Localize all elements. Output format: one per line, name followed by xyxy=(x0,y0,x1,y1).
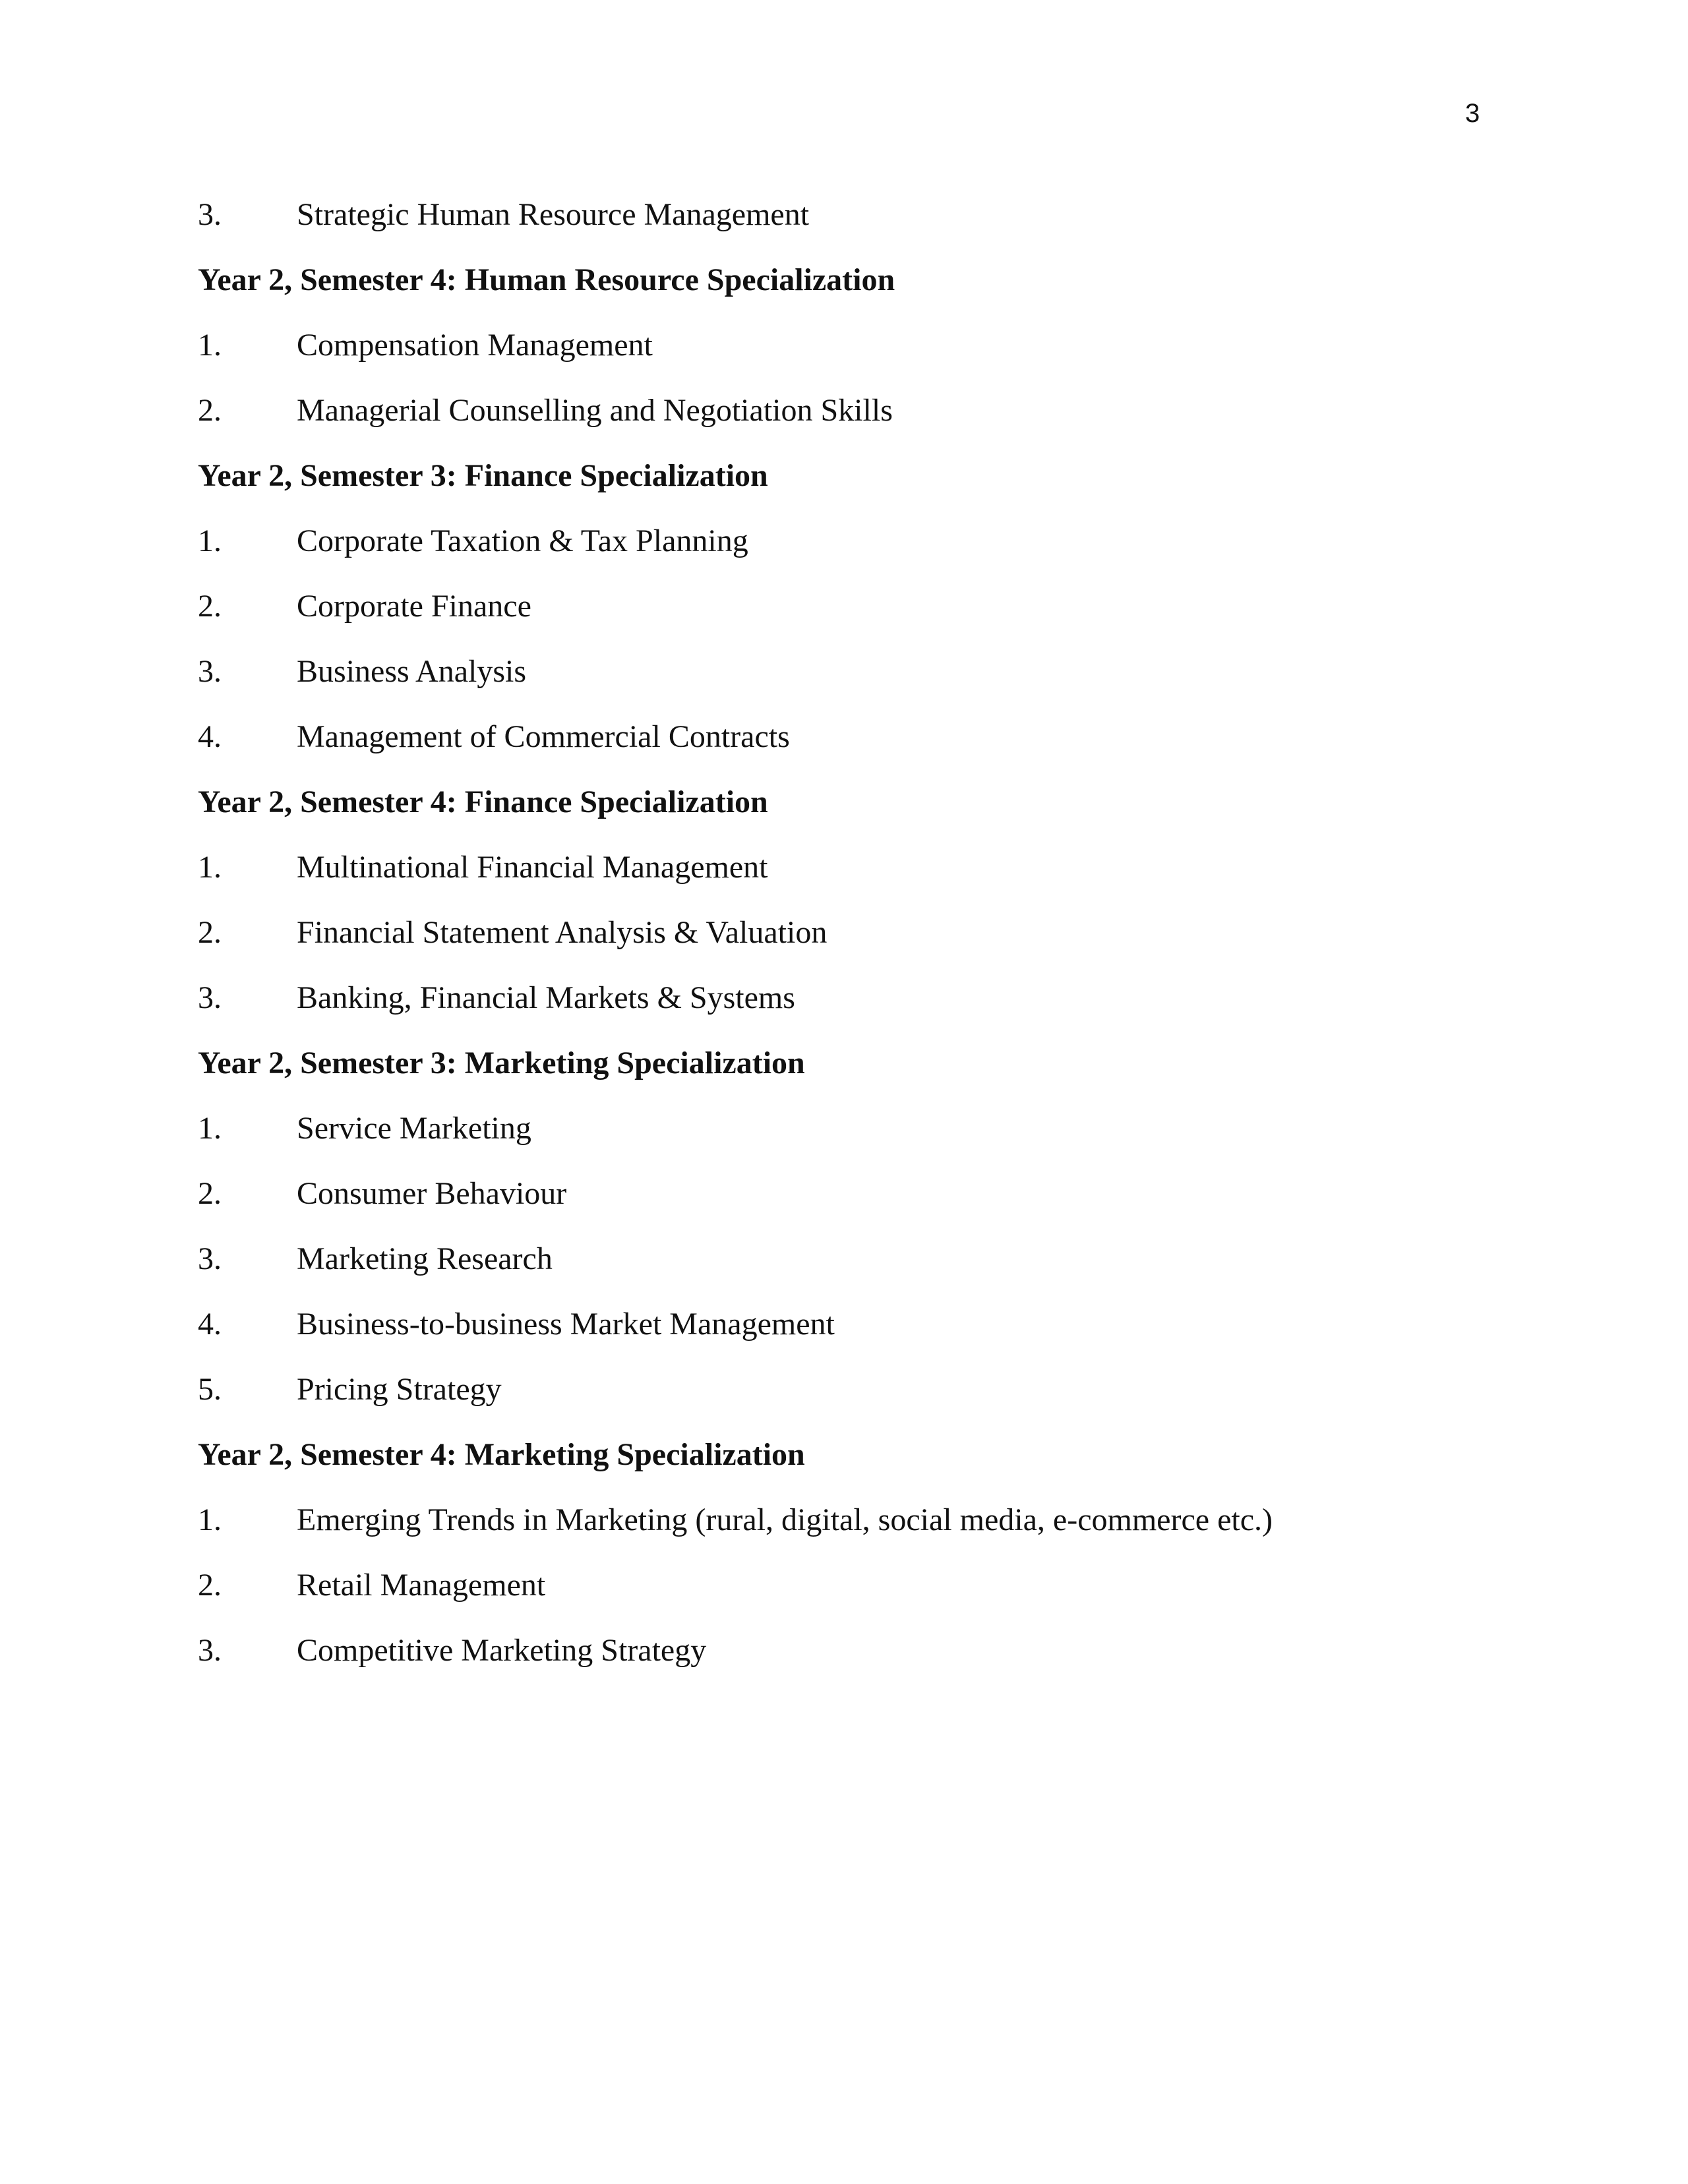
list-item xyxy=(198,1174,1517,1239)
list-item-text: Marketing Research xyxy=(297,1241,553,1276)
list-number: 1. xyxy=(198,850,222,885)
list-item xyxy=(198,195,1517,260)
list-item xyxy=(198,391,1517,456)
list-item-text: Banking, Financial Markets & Systems xyxy=(297,980,795,1015)
list-item xyxy=(198,1631,1517,1696)
list-item xyxy=(198,587,1517,652)
list-number: 1. xyxy=(198,523,222,558)
list-item xyxy=(198,521,1517,587)
list-item-text: Strategic Human Resource Management xyxy=(297,197,810,232)
list-item-text: Multinational Financial Management xyxy=(297,850,768,885)
list-number: 3. xyxy=(198,197,222,232)
list-item xyxy=(198,1109,1517,1174)
list-item-text: Business Analysis xyxy=(297,654,527,689)
list-item xyxy=(198,1305,1517,1370)
list-item-text: Retail Management xyxy=(297,1568,546,1603)
list-item xyxy=(198,326,1517,391)
section-heading: Year 2, Semester 4: Human Resource Specialization xyxy=(198,262,895,297)
list-item xyxy=(198,913,1517,978)
list-number: 1. xyxy=(198,1502,222,1537)
list-item-text: Compensation Management xyxy=(297,328,653,363)
list-number: 1. xyxy=(198,1111,222,1146)
section-heading: Year 2, Semester 3: Marketing Specialization xyxy=(198,1046,805,1080)
list-number: 2. xyxy=(198,589,222,624)
list-number: 3. xyxy=(198,654,222,689)
list-item xyxy=(198,1370,1517,1435)
list-number: 2. xyxy=(198,1176,222,1211)
list-item-text: Corporate Finance xyxy=(297,589,531,624)
list-item xyxy=(198,848,1517,913)
section-heading: Year 2, Semester 3: Finance Specialization xyxy=(198,458,768,493)
list-number: 3. xyxy=(198,980,222,1015)
list-item-text: Emerging Trends in Marketing (rural, digital, social media, e-commerce etc.) xyxy=(297,1502,1273,1537)
list-number: 2. xyxy=(198,1568,222,1603)
list-item-text: Financial Statement Analysis & Valuation xyxy=(297,915,828,950)
list-item-text: Corporate Taxation & Tax Planning xyxy=(297,523,748,558)
section-heading: Year 2, Semester 4: Marketing Specialization xyxy=(198,1437,805,1472)
list-item-text: Consumer Behaviour xyxy=(297,1176,567,1211)
list-number: 2. xyxy=(198,393,222,428)
section-heading: Year 2, Semester 4: Finance Specialization xyxy=(198,784,768,819)
page-number: 3 xyxy=(1465,99,1480,128)
list-item xyxy=(198,1566,1517,1631)
list-number: 1. xyxy=(198,328,222,363)
list-number: 5. xyxy=(198,1372,222,1407)
list-item xyxy=(198,717,1517,782)
list-item-text: Pricing Strategy xyxy=(297,1372,502,1407)
list-number: 3. xyxy=(198,1241,222,1276)
list-item-text: Managerial Counselling and Negotiation Skills xyxy=(297,393,893,428)
list-item-text: Business-to-business Market Management xyxy=(297,1307,835,1342)
list-number: 2. xyxy=(198,915,222,950)
list-number: 4. xyxy=(198,1307,222,1342)
list-item-text: Competitive Marketing Strategy xyxy=(297,1633,707,1668)
list-number: 3. xyxy=(198,1633,222,1668)
list-item xyxy=(198,1500,1517,1566)
list-item xyxy=(198,652,1517,717)
list-item-text: Service Marketing xyxy=(297,1111,531,1146)
list-item xyxy=(198,978,1517,1044)
list-number: 4. xyxy=(198,719,222,754)
list-item-text: Management of Commercial Contracts xyxy=(297,719,790,754)
document-body xyxy=(198,195,1517,1696)
list-item xyxy=(198,1239,1517,1305)
